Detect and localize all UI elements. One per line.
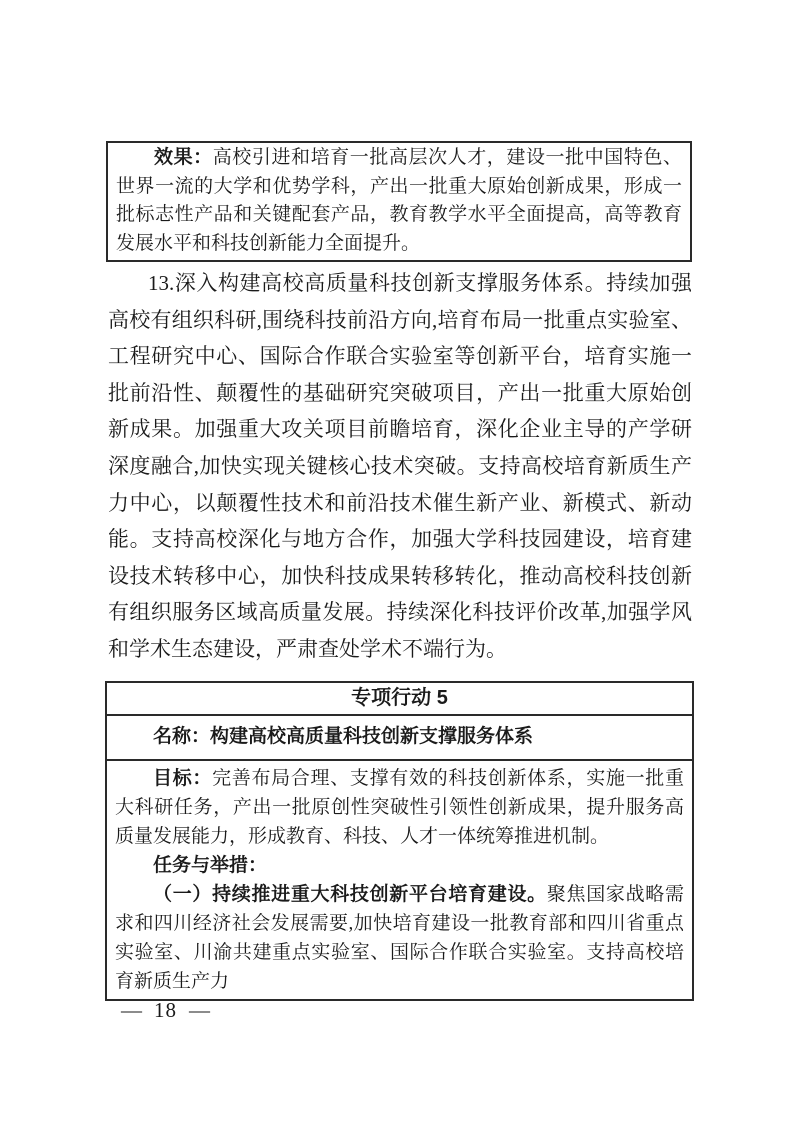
task-1-paragraph bbox=[115, 880, 684, 996]
page-number-right-dash: — bbox=[189, 998, 210, 1022]
section-13 bbox=[108, 265, 692, 668]
task-1-heading: （一）持续推进重大科技创新平台培育建设。 bbox=[153, 884, 547, 905]
section-13-paragraph bbox=[108, 265, 692, 668]
page-number-left-dash: — bbox=[121, 998, 142, 1022]
task-1-text: 聚焦国家战略需求和四川经济社会发展需要,加快培育建设一批教育部和四川省重点实验室、川渝共建重点实验室、国际合作联合实验室。支持高校培育新质生产力 bbox=[115, 884, 684, 992]
section-13-body: 持续加强高校有组织科研,围绕科技前沿方向,培育布局一批重点实验室、工程研究中心、国际合作联合实验室等创新平台，培育实施一批前沿性、颠覆性的基础研究突破项目，产出一批重大原始创新成果。加强重大攻关项目前瞻培育，深化企业主导的产学研深度融合,加快实现关键核心技术突破。支持高校培育新质生产力中心，以颠覆性技术和前沿技术催生新产业、新模式、新动能。支持高校深化与地方合作，加强大学科技园建设，培育建设技术转移中心，加快科技成果转移转化，推动高校科技创新有组织服务区域高质量发展。持续深化科技评价改革,加强学风和学术生态建设，严肃查处学术不端行为。 bbox=[108, 271, 692, 661]
section-13-heading: 13.深入构建高校高质量科技创新支撑服务体系。 bbox=[148, 271, 607, 295]
name-value: 构建高校高质量科技创新支撑服务体系 bbox=[210, 726, 534, 747]
name-label: 名称： bbox=[153, 726, 211, 747]
effect-label: 效果： bbox=[154, 147, 213, 168]
table-body-row bbox=[107, 761, 692, 999]
effect-summary-box bbox=[106, 141, 692, 262]
page-number bbox=[121, 998, 210, 1023]
page-number-value: 18 bbox=[154, 998, 177, 1022]
effect-text: 高校引进和培育一批高层次人才，建设一批中国特色、世界一流的大学和优势学科，产出一批重大原始创新成果，形成一批标志性产品和关键配套产品，教育教学水平全面提高，高等教育发展水平和科技创新能力全面提升。 bbox=[116, 147, 682, 254]
goal-paragraph bbox=[115, 764, 684, 851]
tasks-label-paragraph bbox=[115, 851, 684, 880]
table-title: 专项行动 5 bbox=[107, 683, 692, 716]
tasks-label: 任务与举措： bbox=[153, 855, 268, 876]
goal-label: 目标： bbox=[153, 768, 213, 789]
special-action-table bbox=[105, 681, 694, 1001]
goal-text: 完善布局合理、支撑有效的科技创新体系，实施一批重大科研任务，产出一批原创性突破性引领性创新成果，提升服务高质量发展能力，形成教育、科技、人才一体统筹推进机制。 bbox=[115, 768, 684, 847]
effect-paragraph bbox=[116, 144, 682, 258]
table-name-row bbox=[107, 716, 692, 761]
